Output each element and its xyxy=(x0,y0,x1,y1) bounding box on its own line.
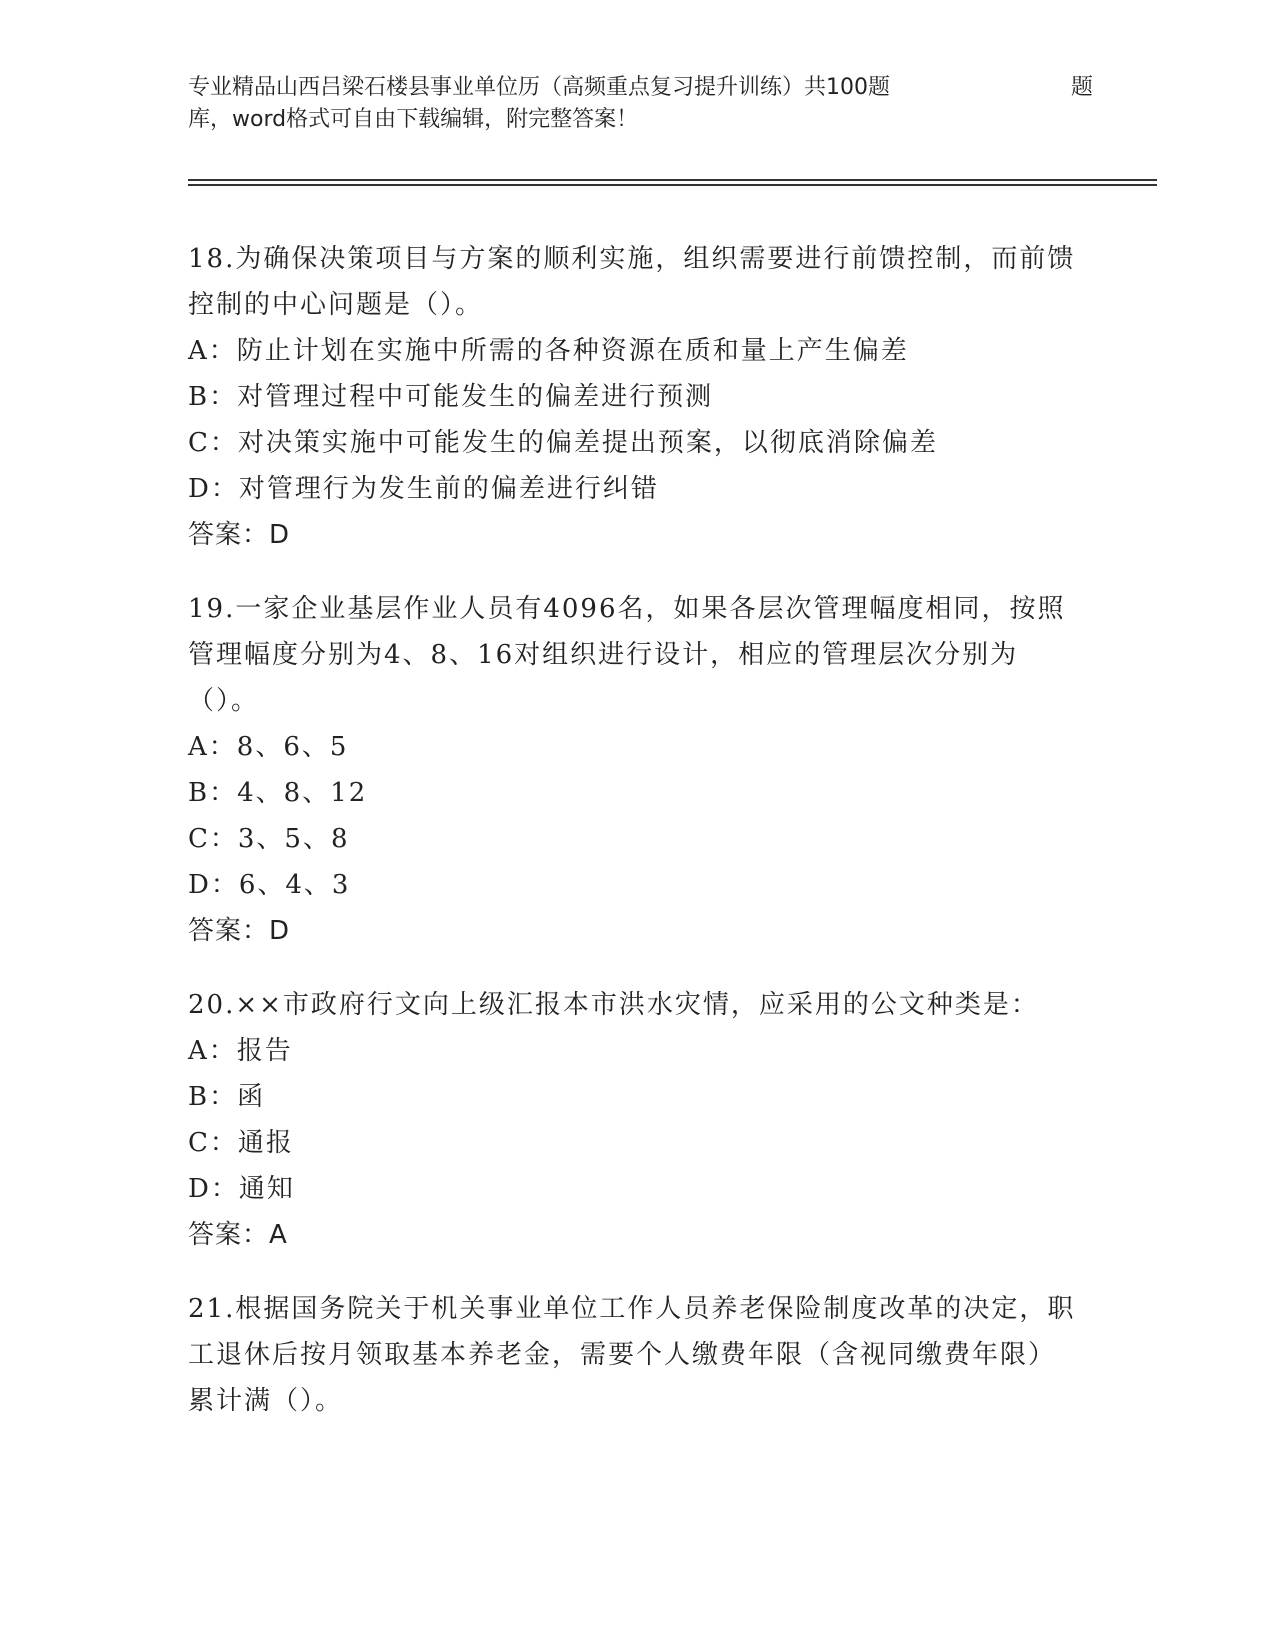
answer-text: 答案：D xyxy=(188,916,291,946)
question-stem: 21.根据国务院关于机关事业单位工作人员养老保险制度改革的决定，职工退休后按月领取基本养老金，需要个人缴费年限（含视同缴费年限）累计满（）。 xyxy=(188,1294,1076,1416)
question-20 xyxy=(188,982,1083,1258)
header-title-tail: 题 xyxy=(1070,75,1093,100)
option-d: D：6、4、3 xyxy=(188,870,351,900)
question-stem: 19.一家企业基层作业人员有4096名，如果各层次管理幅度相同，按照管理幅度分别为4、8、16对组织进行设计，相应的管理层次分别为（）。 xyxy=(188,594,1066,716)
option-b: B：函 xyxy=(188,1082,266,1112)
header-title-text: 专业精品山西吕梁石楼县事业单位历（高频重点复习提升训练）共100题 xyxy=(188,75,890,100)
page-header xyxy=(188,72,1093,136)
option-d: D：通知 xyxy=(188,1174,295,1204)
option-d: D：对管理行为发生前的偏差进行纠错 xyxy=(188,474,659,504)
option-c: C：对决策实施中可能发生的偏差提出预案，以彻底消除偏差 xyxy=(188,428,938,458)
option-c: C：3、5、8 xyxy=(188,824,350,854)
question-19 xyxy=(188,586,1083,954)
option-b: B：4、8、12 xyxy=(188,778,368,808)
header-line-1 xyxy=(188,72,1093,104)
option-b: B：对管理过程中可能发生的偏差进行预测 xyxy=(188,382,714,412)
question-stem: 18.为确保决策项目与方案的顺利实施，组织需要进行前馈控制，而前馈控制的中心问题是（）。 xyxy=(188,244,1076,320)
option-a: A：8、6、5 xyxy=(188,732,349,762)
option-a: A：报告 xyxy=(188,1036,293,1066)
answer-text: 答案：A xyxy=(188,1220,288,1250)
option-c: C：通报 xyxy=(188,1128,294,1158)
question-21 xyxy=(188,1286,1083,1424)
header-divider-top xyxy=(188,179,1157,181)
question-list xyxy=(188,236,1083,1452)
option-a: A：防止计划在实施中所需的各种资源在质和量上产生偏差 xyxy=(188,336,909,366)
question-18 xyxy=(188,236,1083,558)
answer-text: 答案：D xyxy=(188,520,291,550)
question-stem: 20.××市政府行文向上级汇报本市洪水灾情，应采用的公文种类是： xyxy=(188,990,1039,1020)
header-divider-bottom xyxy=(188,184,1157,186)
header-line-2: 库，word格式可自由下载编辑，附完整答案！ xyxy=(188,107,639,132)
